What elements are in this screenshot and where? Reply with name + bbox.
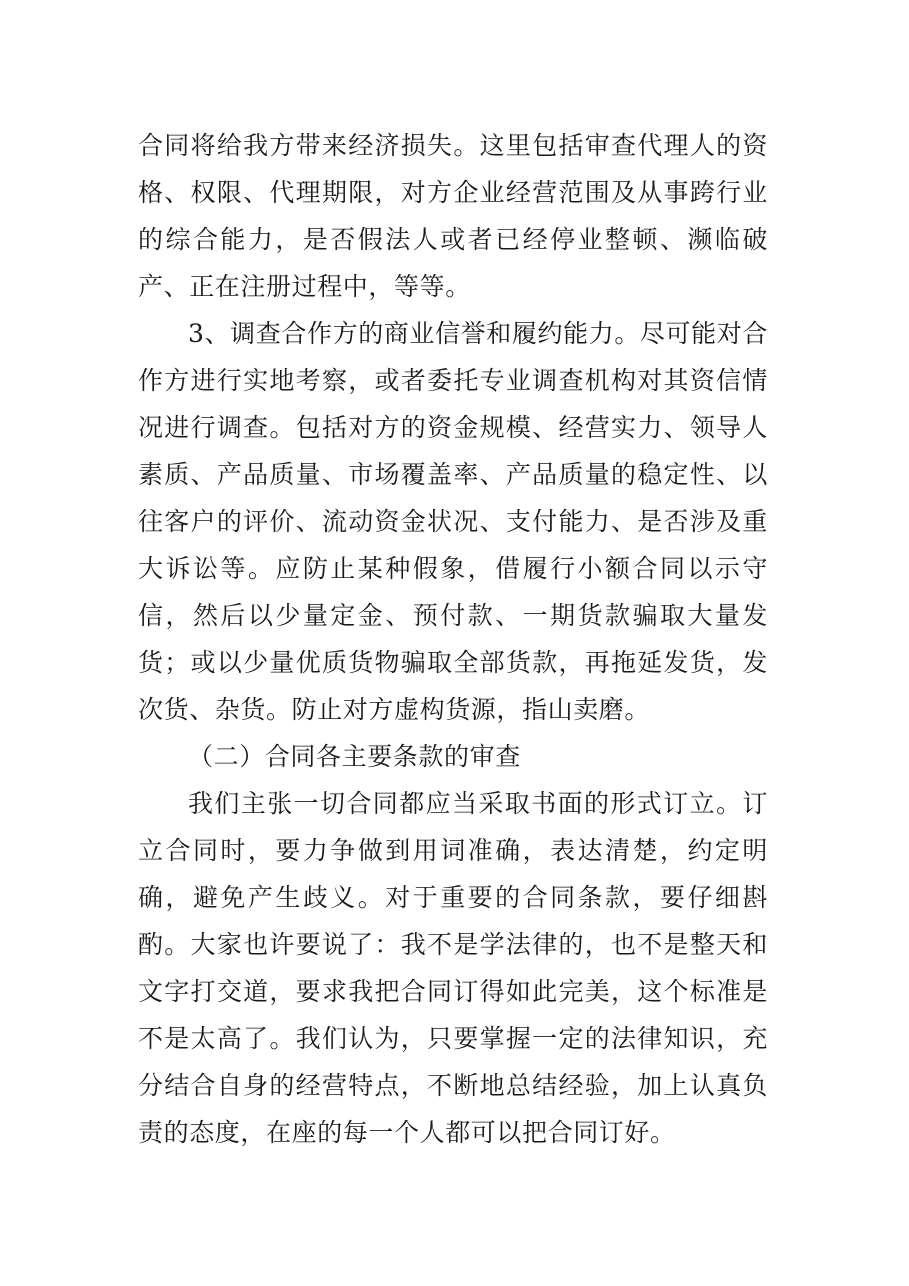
paragraph-continuation: 合同将给我方带来经济损失。这里包括审查代理人的资格、权限、代理期限，对方企业经营范围及从事跨行业的综合能力，是否假法人或者已经停业整顿、濒临破产、正在注册过程中，等等。 [138,131,768,301]
document-body [138,122,768,1156]
paragraph-investigate-partner: 3、调查合作方的商业信誉和履约能力。尽可能对合作方进行实地考察，或者委托专业调查机构对其资信情况进行调查。包括对方的资金规模、经营实力、领导人素质、产品质量、市场覆盖率、产品质量的稳定性、以往客户的评价、流动资金状况、支付能力、是否涉及重大诉讼等。应防止某种假象，借履行小额合同以示守信，然后以少量定金、预付款、一期货款骗取大量发货；或以少量优质货物骗取全部货款，再拖延发货，发次货、杂货。防止对方虚构货源，指山卖磨。 [138,319,768,724]
paragraph-written-form: 我们主张一切合同都应当采取书面的形式订立。订立合同时，要力争做到用词准确，表达清楚，约定明确，避免产生歧义。对于重要的合同条款，要仔细斟酌。大家也许要说了：我不是学法律的，也不是整天和文字打交道，要求我把合同订得如此完美，这个标准是不是太高了。我们认为，只要掌握一定的法律知识，充分结合自身的经营特点，不断地总结经验，加上认真负责的态度，在座的每一个人都可以把合同订好。 [138,789,768,1147]
section-heading-contract-terms: （二）合同各主要条款的审查 [188,742,521,771]
